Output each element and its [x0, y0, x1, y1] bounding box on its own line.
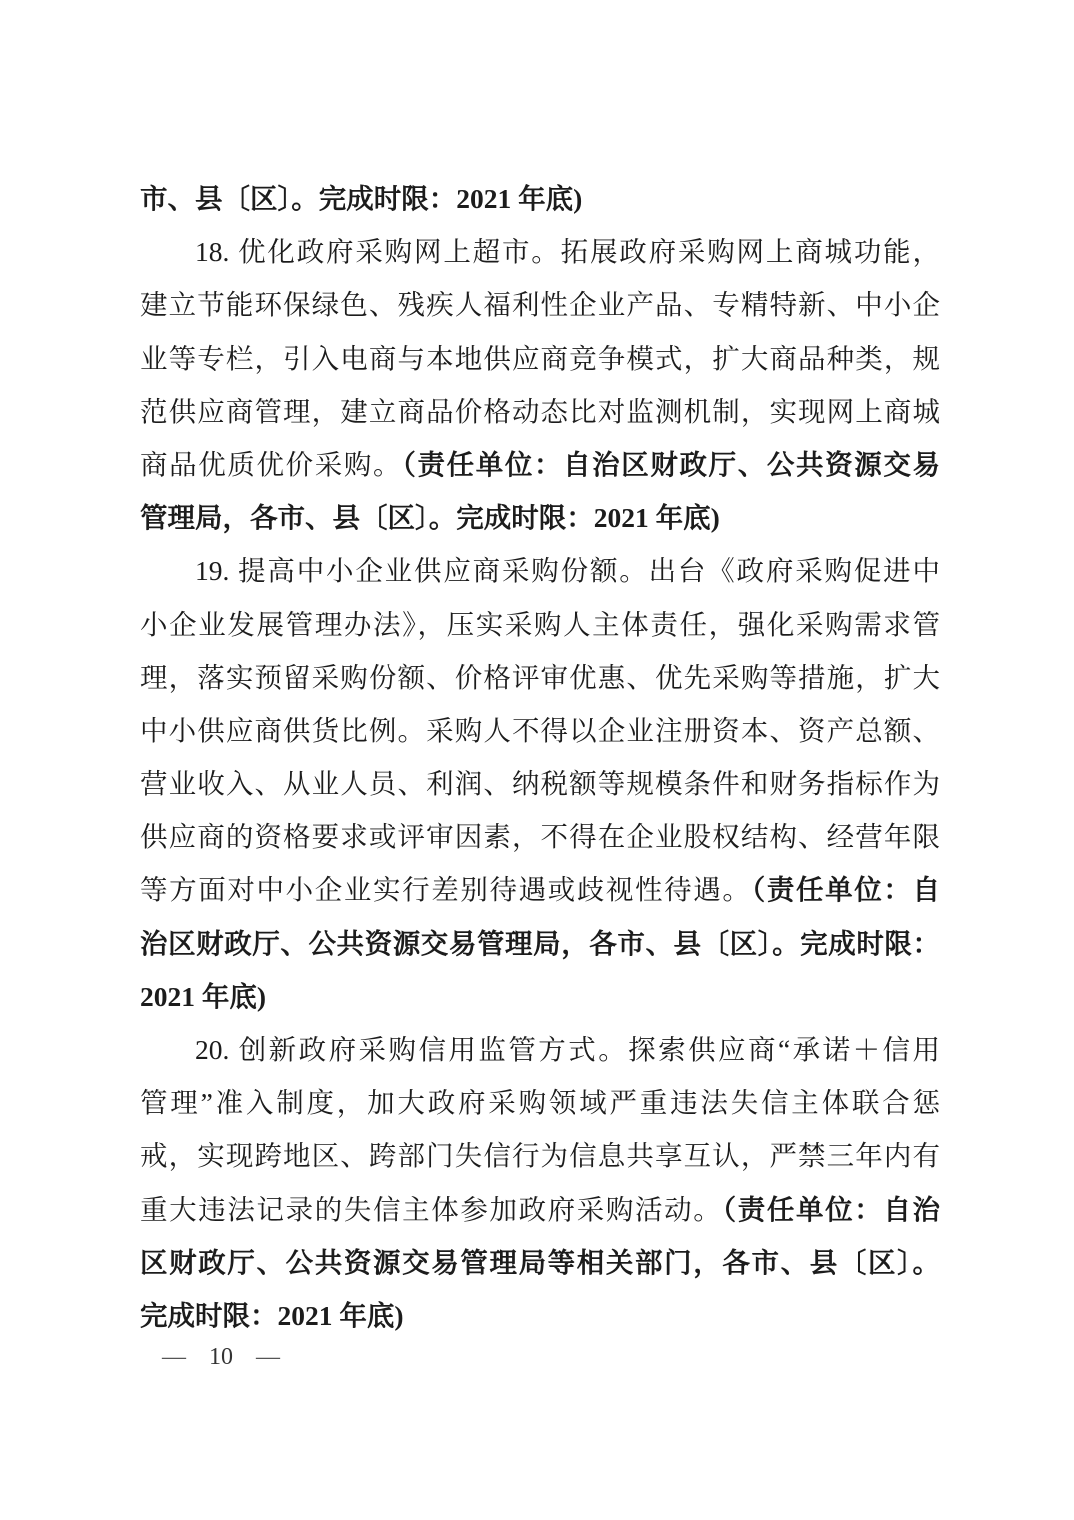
- text-segment: 重大违法记录的失信主体参加政府采购活动。: [140, 1193, 723, 1225]
- text-line: [140, 438, 940, 491]
- text-segment: 理，落实预留采购份额、价格评审优惠、优先采购等措施，扩大: [140, 661, 940, 693]
- text-segment: 小企业发展管理办法》，压实采购人主体责任，强化采购需求管: [140, 608, 940, 640]
- text-line: [140, 917, 940, 970]
- bold-text-segment: （责任单位：自: [751, 874, 941, 906]
- bold-text-segment: 治区财政厅、公共资源交易管理局，各市、县〔区〕。完成时限：: [140, 927, 940, 959]
- text-line: [140, 1129, 940, 1182]
- bold-text-segment: 2021 年底): [140, 980, 267, 1012]
- page-number: 10: [209, 1344, 233, 1370]
- text-segment: 供应商的资格要求或评审因素，不得在企业股权结构、经营年限: [140, 821, 940, 853]
- text-line: [140, 278, 940, 331]
- footer-dash-right: —: [256, 1344, 280, 1370]
- bold-text-segment: （责任单位：自治: [722, 1193, 940, 1225]
- text-segment: 范供应商管理，建立商品价格动态比对监测机制，实现网上商城: [140, 395, 940, 427]
- footer-dash-left: —: [162, 1344, 186, 1370]
- text-segment: 管理”准入制度，加大政府采购领域严重违法失信主体联合惩: [140, 1087, 940, 1119]
- text-segment: 等方面对中小企业实行差别待遇或歧视性待遇。: [140, 874, 752, 906]
- text-segment: 建立节能环保绿色、残疾人福利性企业产品、专精特新、中小企: [140, 289, 940, 321]
- bold-text-segment: 区财政厅、公共资源交易管理局等相关部门，各市、县〔区〕。: [140, 1246, 940, 1278]
- text-line: [140, 1023, 940, 1076]
- text-line: [140, 1236, 940, 1289]
- text-line: [140, 1183, 940, 1236]
- text-line: [140, 1076, 940, 1129]
- text-block: [140, 172, 940, 1342]
- bold-text-segment: （责任单位：自治区财政厅、公共资源交易: [402, 448, 941, 480]
- text-line: [140, 544, 940, 597]
- text-line: [140, 332, 940, 385]
- text-line: [140, 810, 940, 863]
- text-segment: 中小供应商供货比例。采购人不得以企业注册资本、资产总额、: [140, 714, 940, 746]
- text-line: [140, 1289, 940, 1342]
- bold-text-segment: 市、县〔区〕。完成时限：2021 年底): [140, 183, 583, 214]
- text-line: [140, 385, 940, 438]
- bold-text-segment: 管理局，各市、县〔区〕。完成时限：2021 年底): [140, 502, 720, 534]
- text-segment: 营业收入、从业人员、利润、纳税额等规模条件和财务指标作为: [140, 768, 940, 800]
- text-segment: 商品优质优价采购。: [140, 448, 403, 480]
- text-segment: 戒，实现跨地区、跨部门失信行为信息共享互认，严禁三年内有: [140, 1140, 940, 1172]
- text-segment: 20. 创新政府采购信用监管方式。探索供应商“承诺＋信用: [195, 1034, 940, 1065]
- text-line: [140, 651, 940, 704]
- text-line: [140, 172, 940, 225]
- text-line: [140, 491, 940, 544]
- text-line: [140, 757, 940, 810]
- text-line: [140, 704, 940, 757]
- text-segment: 业等专栏，引入电商与本地供应商竞争模式，扩大商品种类，规: [140, 342, 940, 374]
- bold-text-segment: 完成时限：2021 年底): [140, 1299, 404, 1331]
- text-segment: 18. 优化政府采购网上超市。拓展政府采购网上商城功能，: [195, 236, 940, 268]
- text-line: [140, 970, 940, 1023]
- text-line: [140, 225, 940, 278]
- text-line: [140, 598, 940, 651]
- text-segment: 19. 提高中小企业供应商采购份额。出台《政府采购促进中: [195, 555, 940, 587]
- page-footer: [162, 1344, 280, 1371]
- text-line: [140, 863, 940, 916]
